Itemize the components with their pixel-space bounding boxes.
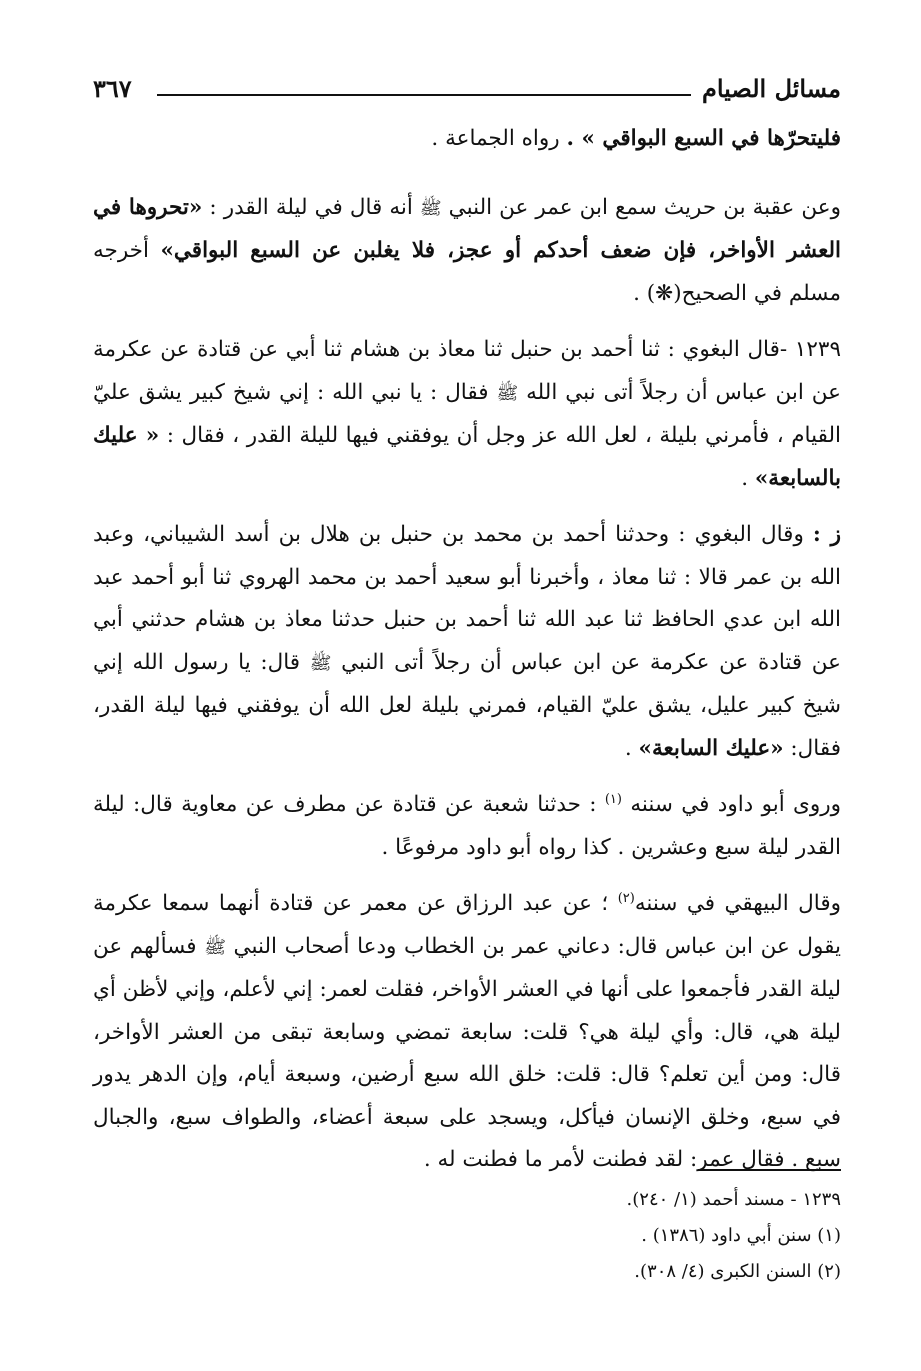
text-run: ؛ عن عبد الرزاق عن معمر عن قتادة أنهما سمعا عكرمة يقول عن ابن عباس قال: دعاني عمر بن الخطاب ودعا أصحاب النبي <box>93 891 841 959</box>
text-run: أنه قال في ليلة القدر : <box>202 194 420 220</box>
paragraph-3 <box>93 514 841 770</box>
text-run: فقال : يا نبي الله : إني شيخ كبير يشق عليّ القيام ، فأمرني بليلة ، لعل الله عز وجل أن يوفقني فيها لليلة القدر ، فقال : <box>93 379 841 448</box>
running-header <box>93 68 841 112</box>
hadith-quote: فليتحرّها في السبع البواقي » . <box>566 126 841 151</box>
chapter-title: مسائل الصيام <box>702 74 841 103</box>
text-run: . <box>624 735 639 761</box>
paragraph-5 <box>93 883 841 1182</box>
main-text <box>93 118 841 1196</box>
salawat-symbol: ﷺ <box>496 382 519 404</box>
salawat-symbol: ﷺ <box>204 936 226 958</box>
hadith-quote: «تحروها في العشر الأواخر، فإن ضعف أحدكم أو عجز، فلا يغلبن عن السبع البواقي» <box>93 194 841 263</box>
text-run: قال: يا رسول الله إني شيخ كبير عليل، يشق عليّ القيام، فمرني بليلة لعل الله أن يوفقني فيها ليلة القدر، فقال: <box>93 649 841 761</box>
text-run: : حدثنا شعبة عن قتادة عن مطرف عن معاوية قال: ليلة القدر ليلة سبع وعشرين . كذا رواه أبو داود مرفوعًا . <box>93 792 841 860</box>
text-run: وقال البغوي : وحدثنا أحمد بن محمد بن حنبل بن هلال بن أسد الشيباني، وعبد الله بن عمر قالا : ثنا معاذ ، وأخبرنا أبو سعيد أحمد بن محمد الهروي ثنا أبو أحمد عبد الله ابن عدي الحافظ ثنا عبد الله ثنا أحمد بن حنبل حدثنا معاذ بن هشام حدثني أبي عن قتادة عن عكرمة عن ابن عباس أن رجلاً أتى النبي <box>93 522 841 675</box>
footnote: (٢) السنن الكبرى (٤/ ٣٠٨). <box>634 1261 841 1282</box>
text-run: أخرجه مسلم في الصحيح(❋) . <box>93 238 841 306</box>
text-run: . <box>741 465 755 491</box>
page-number: ٣٦٧ <box>93 74 132 103</box>
zawaid-marker: ز : <box>812 522 841 547</box>
text-run: وقال البيهقي في سننه <box>634 891 842 916</box>
text-run: ١٢٣٩ -قال البغوي : ثنا أحمد بن حنبل ثنا معاذ بن هشام ثنا أبي عن قتادة عن عكرمة عن ابن عباس أن رجلاً أتى نبي الله <box>93 337 841 405</box>
paragraph-0 <box>93 118 841 161</box>
footnote: ١٢٣٩ - مسند أحمد (١/ ٢٤٠). <box>626 1189 841 1210</box>
salawat-symbol: ﷺ <box>419 197 442 219</box>
footnotes <box>93 1182 841 1290</box>
hadith-quote: « عليك بالسابعة» <box>93 423 841 491</box>
header-rule <box>157 94 691 96</box>
text-run: رواه الجماعة . <box>431 126 567 151</box>
footnote-ref: (٢) <box>617 890 635 906</box>
hadith-quote: «عليك السابعة» <box>638 735 784 761</box>
footnote: (١) سنن أبي داود (١٣٨٦) . <box>641 1225 841 1246</box>
paragraph-1 <box>93 187 841 316</box>
paragraph-2 <box>93 329 841 500</box>
text-run: وعن عقبة بن حريث سمع ابن عمر عن النبي <box>441 194 841 220</box>
footnote-rule <box>698 1169 841 1171</box>
footnote-ref: (١) <box>604 791 622 807</box>
salawat-symbol: ﷺ <box>309 652 332 674</box>
text-run: وروى أبو داود في سننه <box>621 792 841 817</box>
paragraph-4 <box>93 784 841 869</box>
text-run: فسألهم عن ليلة القدر فأجمعوا على أنها في العشر الأواخر، فقلت لعمر: إني لأعلم، وإني لأظن أي ليلة هي، قال: وأي ليلة هي؟ قلت: سابعة تمضي وسابعة تبقى من العشر الأواخر، قال: ومن أين تعلم؟ قال: قلت: خلق الله سبع أرضين، وسبعة أيام، وإن الدهر يدور في سبع، وخلق الإنسان فيأكل، ويسجد على سبعة أعضاء، والطواف سبع، والجبال سبع . فقال عمر: لقد فطنت لأمر ما فطنت له . <box>93 933 841 1172</box>
